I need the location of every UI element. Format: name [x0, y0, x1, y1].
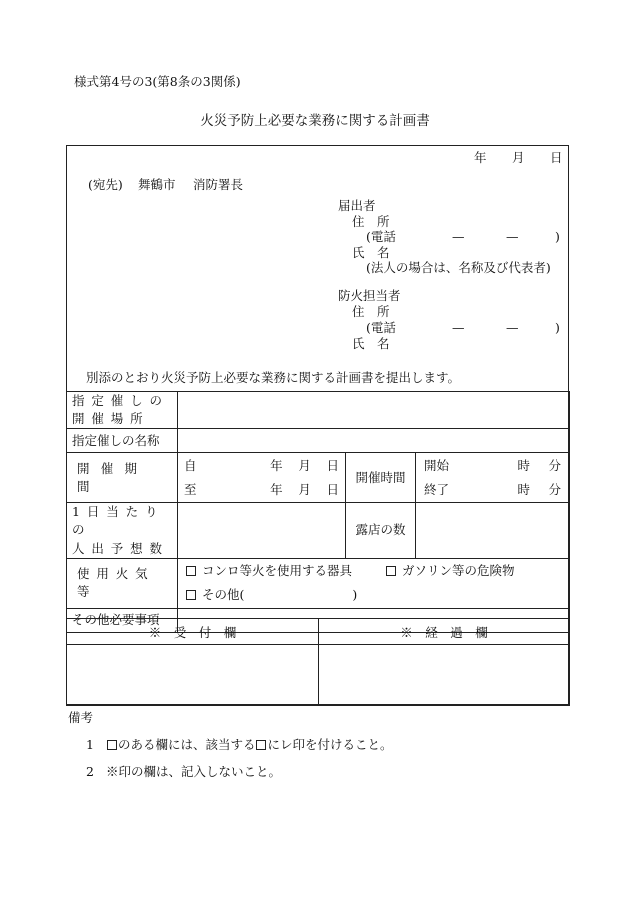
venue-label-cell: [67, 392, 178, 429]
hours-end-hour: 時: [517, 481, 531, 497]
period-from-month: 月: [298, 457, 311, 473]
venue-row: [67, 392, 570, 429]
progress-header: ※ 経 過 欄: [319, 619, 570, 645]
other-option-close: ): [352, 587, 358, 603]
addressee-label: (宛先): [88, 177, 123, 192]
applicant-heading: 届出者: [338, 198, 376, 213]
period-from-day: 日: [326, 457, 339, 473]
gasoline-checkbox[interactable]: [386, 566, 396, 576]
reception-header: ※ 受 付 欄: [67, 619, 319, 645]
checkbox-symbol-icon: [256, 740, 266, 750]
stalls-label: 露店の数: [346, 503, 416, 558]
addressee-office: 消防署長: [193, 177, 244, 192]
period-from-year: 年: [270, 457, 283, 473]
period-label: 開催期間: [77, 460, 149, 494]
hours-start: [424, 457, 561, 475]
submission-text: 別添のとおり火災予防上必要な業務に関する計画書を提出します。: [86, 370, 461, 385]
event-name-row: [67, 429, 570, 453]
page-title: 火災予防上必要な業務に関する計画書: [200, 113, 430, 129]
fire-use-row: [67, 558, 570, 608]
fire-use-label-cell: [67, 558, 178, 608]
applicant-name-label: 氏 名: [352, 245, 390, 260]
gasoline-option-label: ガソリン等の危険物: [401, 563, 515, 578]
details-table: [66, 391, 570, 633]
addressee-city: 舞鶴市: [138, 177, 176, 192]
fire-manager-address-label: 住 所: [352, 304, 390, 319]
stove-option-label: コンロ等火を使用する器具: [202, 563, 353, 578]
attendance-label-cell: [67, 503, 178, 558]
stove-checkbox[interactable]: [186, 566, 196, 576]
period-to-prefix: 至: [184, 481, 197, 497]
period-label-cell: [67, 453, 178, 503]
date-year[interactable]: 年: [474, 150, 487, 165]
hours-end-label: 終了: [424, 481, 450, 497]
attendance-row: [67, 503, 570, 558]
hours-start-minute: 分: [548, 457, 562, 473]
fire-use-options: [178, 558, 570, 608]
hours-start-hour: 時: [517, 457, 531, 473]
note-1-text-b: のある欄には、該当する: [117, 737, 256, 752]
other-needs-label: その他必要事項: [67, 608, 178, 632]
note-1-text-c: にレ印を付けること。: [267, 737, 393, 752]
progress-field: [319, 645, 570, 706]
hours-start-label: 開始: [424, 457, 450, 473]
form-number: 様式第4号の3(第8条の3関係): [74, 74, 241, 89]
venue-label-line-2: 開催場所: [72, 411, 150, 427]
other-option-label: その他(: [202, 587, 245, 603]
venue-label-line-1: 指定催しの: [72, 393, 169, 408]
applicant-phone-close: ): [555, 229, 560, 244]
period-to: [184, 481, 339, 499]
notes-heading: 備考: [68, 710, 94, 725]
fire-use-label: 使用火気等: [77, 566, 155, 600]
reception-field: [67, 645, 319, 706]
hours-field[interactable]: [416, 453, 570, 503]
fire-use-line-1: [186, 562, 561, 580]
fire-manager-phone-dash-1: —: [452, 320, 465, 335]
period-row: [67, 453, 570, 503]
hours-end-minute: 分: [548, 481, 562, 497]
applicant-phone-open: (電話: [366, 229, 396, 244]
period-from: [184, 457, 339, 475]
period-to-day: 日: [326, 481, 339, 497]
period-field[interactable]: [178, 453, 346, 503]
other-checkbox[interactable]: [186, 590, 196, 600]
attendance-label-line-1: 1日当たりの: [72, 504, 165, 538]
venue-field[interactable]: [178, 392, 570, 429]
fire-manager-phone-dash-2: —: [506, 320, 519, 335]
period-to-month: 月: [298, 481, 311, 497]
fire-use-line-2: [186, 586, 561, 604]
stalls-field[interactable]: [416, 503, 570, 558]
note-1: [86, 739, 392, 752]
date-month[interactable]: 月: [512, 150, 525, 165]
period-from-prefix: 自: [184, 457, 197, 473]
attendance-label-line-2: 人出予想数: [72, 540, 169, 556]
hours-end: [424, 481, 561, 499]
applicant-corp-note: (法人の場合は、名称及び代表者): [366, 260, 551, 275]
attendance-field[interactable]: [178, 503, 346, 558]
fire-manager-heading: 防火担当者: [338, 288, 401, 303]
fire-manager-phone-close: ): [555, 320, 560, 335]
note-2: [86, 766, 281, 779]
checkbox-symbol-icon: [107, 740, 117, 750]
event-name-label: 指定催しの名称: [67, 429, 178, 453]
date-day[interactable]: 日: [550, 150, 563, 165]
fire-manager-name-label: 氏 名: [352, 336, 390, 351]
applicant-address-label: 住 所: [352, 214, 390, 229]
period-to-year: 年: [270, 481, 283, 497]
applicant-phone-dash-2: —: [506, 229, 519, 244]
event-name-field[interactable]: [178, 429, 570, 453]
office-use-table: [66, 618, 570, 706]
fire-manager-phone-open: (電話: [366, 320, 396, 335]
applicant-phone-dash-1: —: [452, 229, 465, 244]
note-2-number: 2: [86, 764, 94, 779]
note-1-number: 1: [86, 737, 94, 752]
note-2-text: ※印の欄は、記入しないこと。: [105, 764, 281, 779]
hours-label: 開催時間: [346, 453, 416, 503]
